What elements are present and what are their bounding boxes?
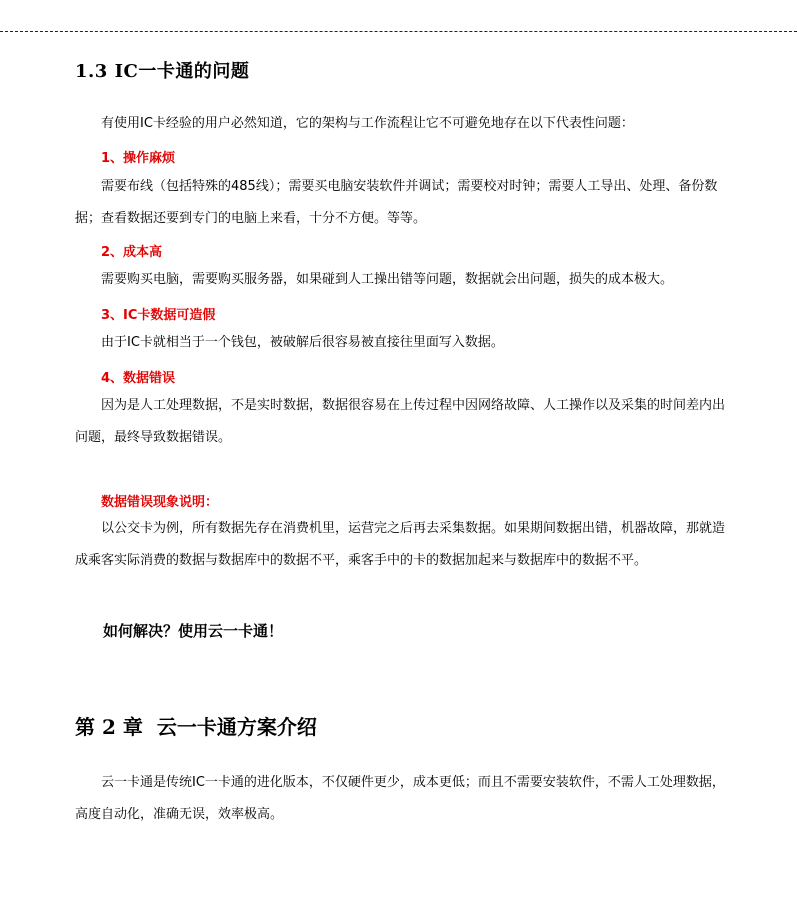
explanation-text: 以公交卡为例，所有数据先存在消费机里，运营完之后再去采集数据。如果期间数据出错，机器故障，那就造成乘客实际消费的数据与数据库中的数据不平，乘客手中的卡的数据加起来与数据库中的数据不平。 — [75, 521, 726, 568]
problem-text-3: 由于IC卡就相当于一个钱包，被破解后很容易被直接往里面写入数据。 — [101, 335, 504, 350]
section-intro: 有使用IC卡经验的用户必然知道，它的架构与工作流程让它不可避免地存在以下代表性问题： — [101, 116, 634, 131]
problem-text-1: 需要布线（包括特殊的485线）；需要买电脑安装软件并调试；需要校对时钟；需要人工导出、处理、备份数据；查看数据还要到专门的电脑上来看，十分不方便。等等。 — [75, 179, 718, 226]
problem-text-2: 需要购买电脑，需要购买服务器，如果碰到人工操出错等问题，数据就会出问题，损失的成本极大。 — [101, 272, 674, 287]
chapter-number: 第 2 章 — [75, 715, 143, 739]
explanation-title: 数据错误现象说明： — [101, 495, 219, 510]
problem-title-3: 3、IC卡数据可造假 — [101, 308, 216, 323]
header-divider — [0, 31, 797, 32]
solution-line: 如何解决？使用云一卡通！ — [103, 622, 284, 640]
section-heading: 1.3 IC一卡通的问题 — [75, 61, 250, 82]
problem-title-2: 2、成本高 — [101, 245, 163, 260]
problem-title-4: 4、数据错误 — [101, 371, 176, 386]
chapter-text: 云一卡通是传统IC一卡通的进化版本，不仅硬件更少，成本更低；而且不需要安装软件，不需人工处理数据，高度自动化，准确无误，效率极高。 — [75, 775, 725, 822]
problem-title-1: 1、操作麻烦 — [101, 151, 176, 166]
chapter-title: 云一卡通方案介绍 — [156, 715, 317, 739]
problem-text-4: 因为是人工处理数据，不是实时数据，数据很容易在上传过程中因网络故障、人工操作以及采集的时间差内出问题，最终导致数据错误。 — [75, 398, 726, 445]
chapter-heading — [75, 711, 317, 740]
